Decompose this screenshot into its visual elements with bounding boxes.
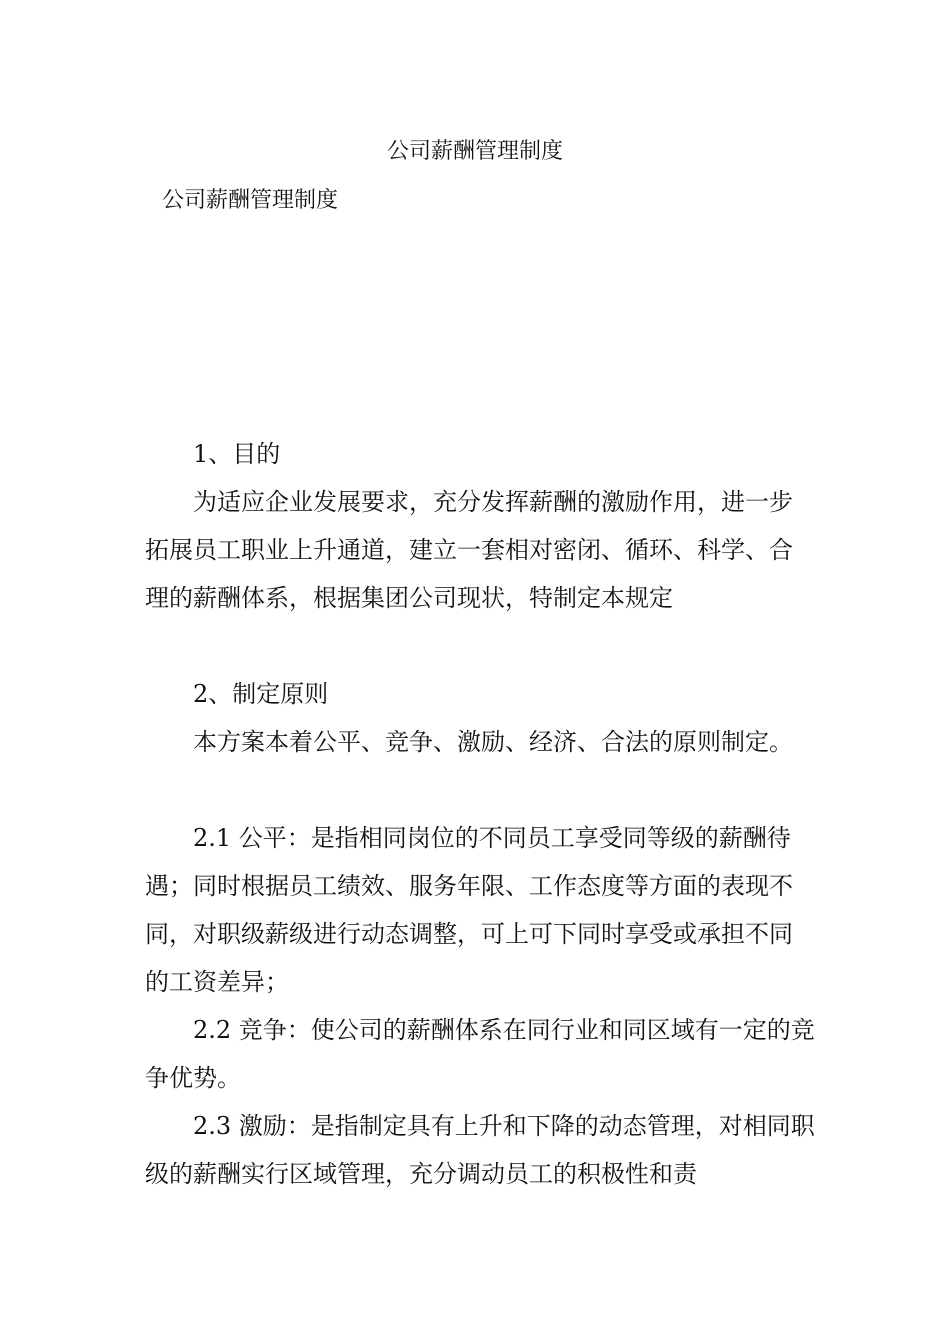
section-2-heading: 2、制定原则 <box>193 680 329 708</box>
section-2-1-paragraph: 2.1 公平：是指相同岗位的不同员工享受同等级的薪酬待遇；同时根据员工绩效、服务年限、工作态度等方面的表现不同，对职级薪级进行动态调整，可上可下同时享受或承担不同的工资差异； <box>145 824 793 996</box>
section-1-heading: 1、目的 <box>193 440 281 468</box>
spacer <box>145 766 815 814</box>
section-2-2-paragraph: 2.2 竞争：使公司的薪酬体系在同行业和同区域有一定的竞争优势。 <box>145 1016 815 1092</box>
document-subtitle: 公司薪酬管理制度 <box>162 188 339 213</box>
section-2-3-paragraph: 2.3 激励：是指制定具有上升和下降的动态管理，对相同职级的薪酬实行区域管理，充分调动员工的积极性和责 <box>145 1112 815 1188</box>
document-title: 公司薪酬管理制度 <box>386 139 563 164</box>
spacer <box>145 622 815 670</box>
document-body <box>145 430 815 1198</box>
section-1-paragraph: 为适应企业发展要求，充分发挥薪酬的激励作用，进一步拓展员工职业上升通道，建立一套相对密闭、循环、科学、合理的薪酬体系，根据集团公司现状，特制定本规定 <box>145 488 793 612</box>
section-2-paragraph: 本方案本着公平、竞争、激励、经济、合法的原则制定。 <box>193 728 793 756</box>
